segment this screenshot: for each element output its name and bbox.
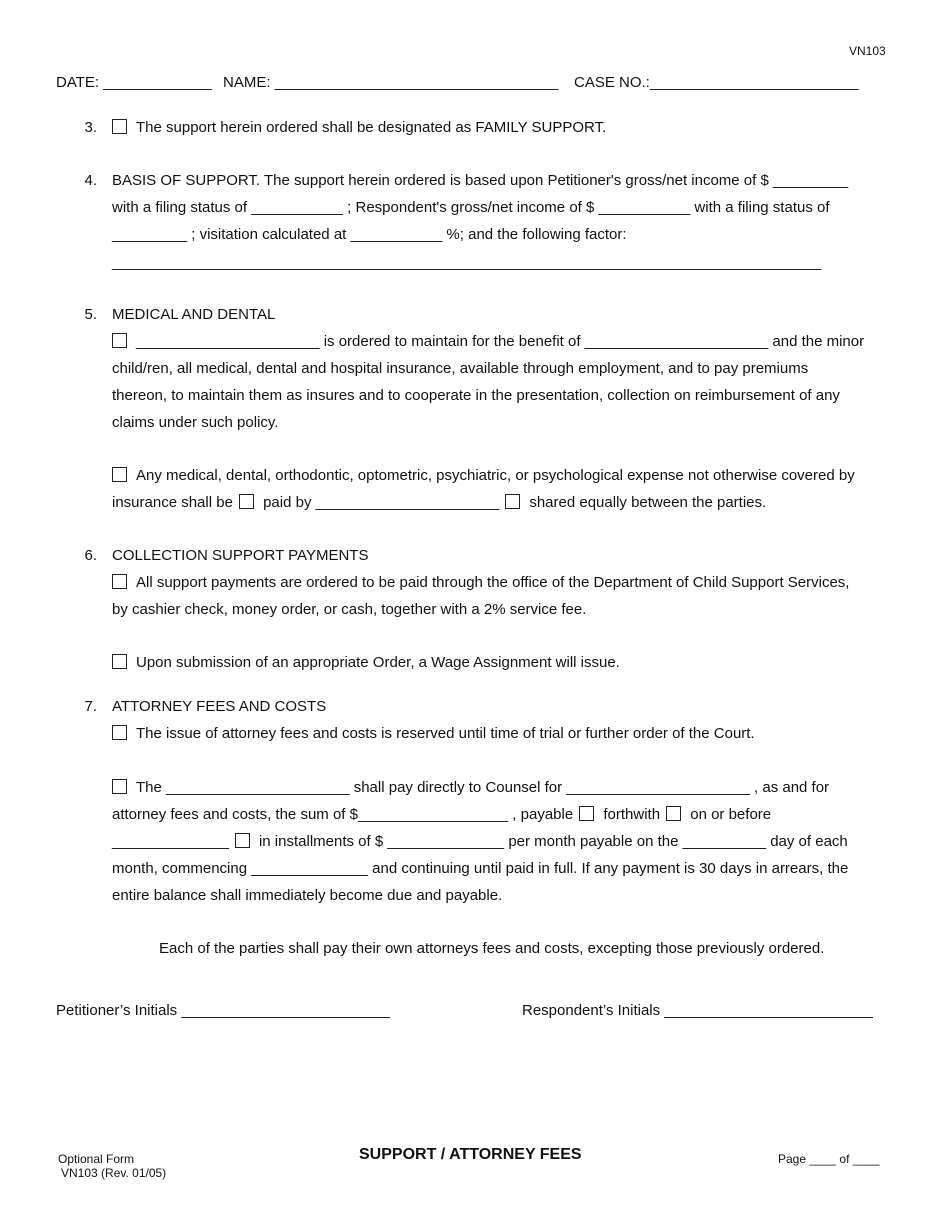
respondent-initials[interactable]: Respondent’s Initials _________________________ — [522, 1002, 873, 1019]
item-3-number: 3. — [84, 119, 97, 136]
medical-p1-line-1-text[interactable]: ______________________ is ordered to maintain for the benefit of ______________________ and the minor — [136, 333, 865, 350]
insurance-checkbox[interactable] — [112, 333, 127, 348]
collection-p2-text: Upon submission of an appropriate Order, a Wage Assignment will issue. — [136, 654, 620, 671]
attorney-p2-line-2b: forthwith — [603, 806, 661, 823]
form-code: VN103 — [849, 44, 886, 58]
attorney-p2-line-2a[interactable]: attorney fees and costs, the sum of $__________________ , payable — [112, 806, 574, 823]
attorney-p2-line-1 — [112, 778, 829, 798]
medical-p2-line-2c: shared equally between the parties. — [529, 494, 767, 511]
attorney-p2-line-3a[interactable]: ______________ — [112, 833, 229, 850]
footer-revision: VN103 (Rev. 01/05) — [61, 1166, 167, 1180]
footer-page-number[interactable]: Page ____ of ____ — [778, 1152, 880, 1166]
attorney-p2-line-1-text[interactable]: The ______________________ shall pay directly to Counsel for ______________________ , as and for — [136, 779, 830, 796]
item-5-number: 5. — [84, 306, 97, 323]
medical-p1-line-4: claims under such policy. — [112, 414, 279, 431]
petitioner-initials[interactable]: Petitioner’s Initials _________________________ — [56, 1002, 390, 1019]
basis-line-3[interactable]: _________ ; visitation calculated at ___________ %; and the following factor: — [112, 226, 627, 243]
dcss-payment-checkbox[interactable] — [112, 574, 127, 589]
collection-p2 — [112, 653, 620, 673]
shared-equally-checkbox[interactable] — [505, 494, 520, 509]
footer-title: SUPPORT / ATTORNEY FEES — [359, 1146, 582, 1163]
date-field[interactable]: DATE: _____________ — [56, 74, 212, 91]
attorney-p2-line-4[interactable]: month, commencing ______________ and continuing until paid in full. If any payment is 30 days in arrears, the — [112, 860, 849, 877]
attorney-p1-text: The issue of attorney fees and costs is reserved until time of trial or further order of the Court. — [136, 725, 755, 742]
basis-line-2[interactable]: with a filing status of ___________ ; Respondent's gross/net income of $ ___________ with a filing status of — [112, 199, 830, 216]
medical-p1-line-3: thereon, to maintain them as insures and to cooperate in the presentation, collection on reimbursement of any — [112, 387, 840, 404]
basis-factor-line[interactable]: _____________________________________________________________________________________ — [112, 254, 822, 271]
family-support-checkbox[interactable] — [112, 119, 127, 134]
basis-line-1[interactable]: BASIS OF SUPPORT. The support herein ordered is based upon Petitioner's gross/net income of $ _________ — [112, 172, 849, 189]
pay-counsel-checkbox[interactable] — [112, 779, 127, 794]
item-3 — [112, 118, 606, 138]
attorney-heading: ATTORNEY FEES AND COSTS — [112, 698, 327, 715]
medical-p2-line-1 — [112, 466, 855, 486]
paid-by-checkbox[interactable] — [239, 494, 254, 509]
installments-checkbox[interactable] — [235, 833, 250, 848]
medical-p2-line-1-text: Any medical, dental, orthodontic, optometric, psychiatric, or psychological expense not otherwise covered by — [136, 467, 855, 484]
uncovered-expense-checkbox[interactable] — [112, 467, 127, 482]
item-6-number: 6. — [84, 547, 97, 564]
name-field[interactable]: NAME: __________________________________ — [223, 74, 559, 91]
medical-p2-line-2 — [112, 493, 766, 513]
footer-optional-form: Optional Form — [58, 1152, 135, 1166]
item-7-number: 7. — [84, 698, 97, 715]
attorney-p2-line-3b[interactable]: in installments of $ ______________ per month payable on the __________ day of each — [258, 833, 848, 850]
fees-reserved-checkbox[interactable] — [112, 725, 127, 740]
attorney-p1 — [112, 724, 755, 744]
item-3-text: The support herein ordered shall be designated as FAMILY SUPPORT. — [136, 119, 607, 136]
collection-heading: COLLECTION SUPPORT PAYMENTS — [112, 547, 369, 564]
medical-p2-line-2b[interactable]: paid by ______________________ — [263, 494, 500, 511]
attorney-p2-line-3 — [112, 832, 848, 852]
attorney-p2-line-5: entire balance shall immediately become due and payable. — [112, 887, 503, 904]
medical-p1-line-2: child/ren, all medical, dental and hospital insurance, available through employment, and to pay premiums — [112, 360, 809, 377]
item-4-number: 4. — [84, 172, 97, 189]
attorney-p2-line-2c: on or before — [690, 806, 772, 823]
wage-assignment-checkbox[interactable] — [112, 654, 127, 669]
collection-p1-line-1-text: All support payments are ordered to be paid through the office of the Department of Child Support Services, — [136, 574, 850, 591]
medical-p2-line-2a: insurance shall be — [112, 494, 233, 511]
case-number-field[interactable]: CASE NO.:_________________________ — [574, 74, 859, 91]
on-or-before-checkbox[interactable] — [666, 806, 681, 821]
medical-p1-line-1 — [112, 332, 864, 352]
collection-p1-line-1 — [112, 573, 849, 593]
medical-heading: MEDICAL AND DENTAL — [112, 306, 276, 323]
collection-p1-line-2: by cashier check, money order, or cash, together with a 2% service fee. — [112, 601, 587, 618]
forthwith-checkbox[interactable] — [579, 806, 594, 821]
attorney-p2-line-2 — [112, 805, 771, 825]
closing-statement: Each of the parties shall pay their own attorneys fees and costs, excepting those previously ordered. — [159, 940, 825, 957]
